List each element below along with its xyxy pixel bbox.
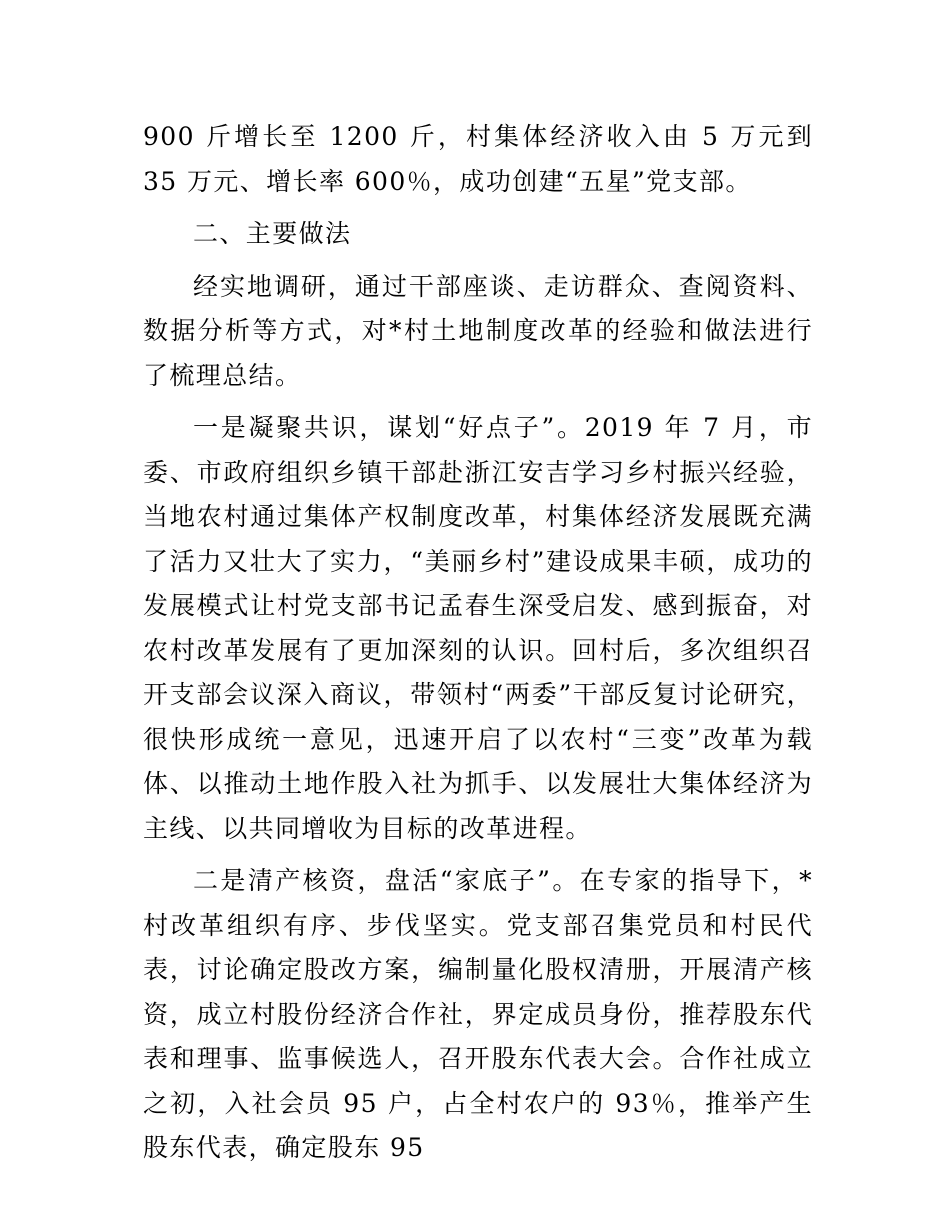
paragraph-consensus: 一是凝聚共识，谋划“好点子”。2019 年 7 月，市委、市政府组织乡镇干部赴浙江安吉学习乡村振兴经验，当地农村通过集体产权制度改革，村集体经济发展既充满了活力又壮大了实力，“美丽乡村”建设成果丰硕，成功的发展模式让村党支部书记孟春生深受启发、感到振奋，对农村改革发展有了更加深刻的认识。回村后，多次组织召开支部会议深入商议，带领村“两委”干部反复讨论研究，很快形成统一意见，迅速开启了以农村“三变”改革为载体、以推动土地作股入社为抓手、以发展壮大集体经济为主线、以共同增收为目标的改革进程。 <box>143 413 813 843</box>
paragraph-asset-verification: 二是清产核资，盘活“家底子”。在专家的指导下，*村改革组织有序、步伐坚实。党支部召集党员和村民代表，讨论确定股改方案，编制量化股权清册，开展清产核资，成立村股份经济合作社，界定成员身份，推荐股东代表和理事、监事候选人，召开股东代表大会。合作社成立之初，入社会员 95 户，占全村农户的 93％，推举产生股东代表，确定股东 95 <box>143 866 813 1162</box>
document-page <box>143 115 813 1179</box>
paragraph-intro: 经实地调研，通过干部座谈、走访群众、查阅资料、数据分析等方式，对*村土地制度改革的经验和做法进行了梳理总结。 <box>143 271 813 390</box>
section-heading: 二、主要做法 <box>193 219 352 248</box>
paragraph-continuation: 900 斤增长至 1200 斤，村集体经济收入由 5 万元到 35 万元、增长率 600％，成功创建“五星”党支部。 <box>143 122 813 196</box>
